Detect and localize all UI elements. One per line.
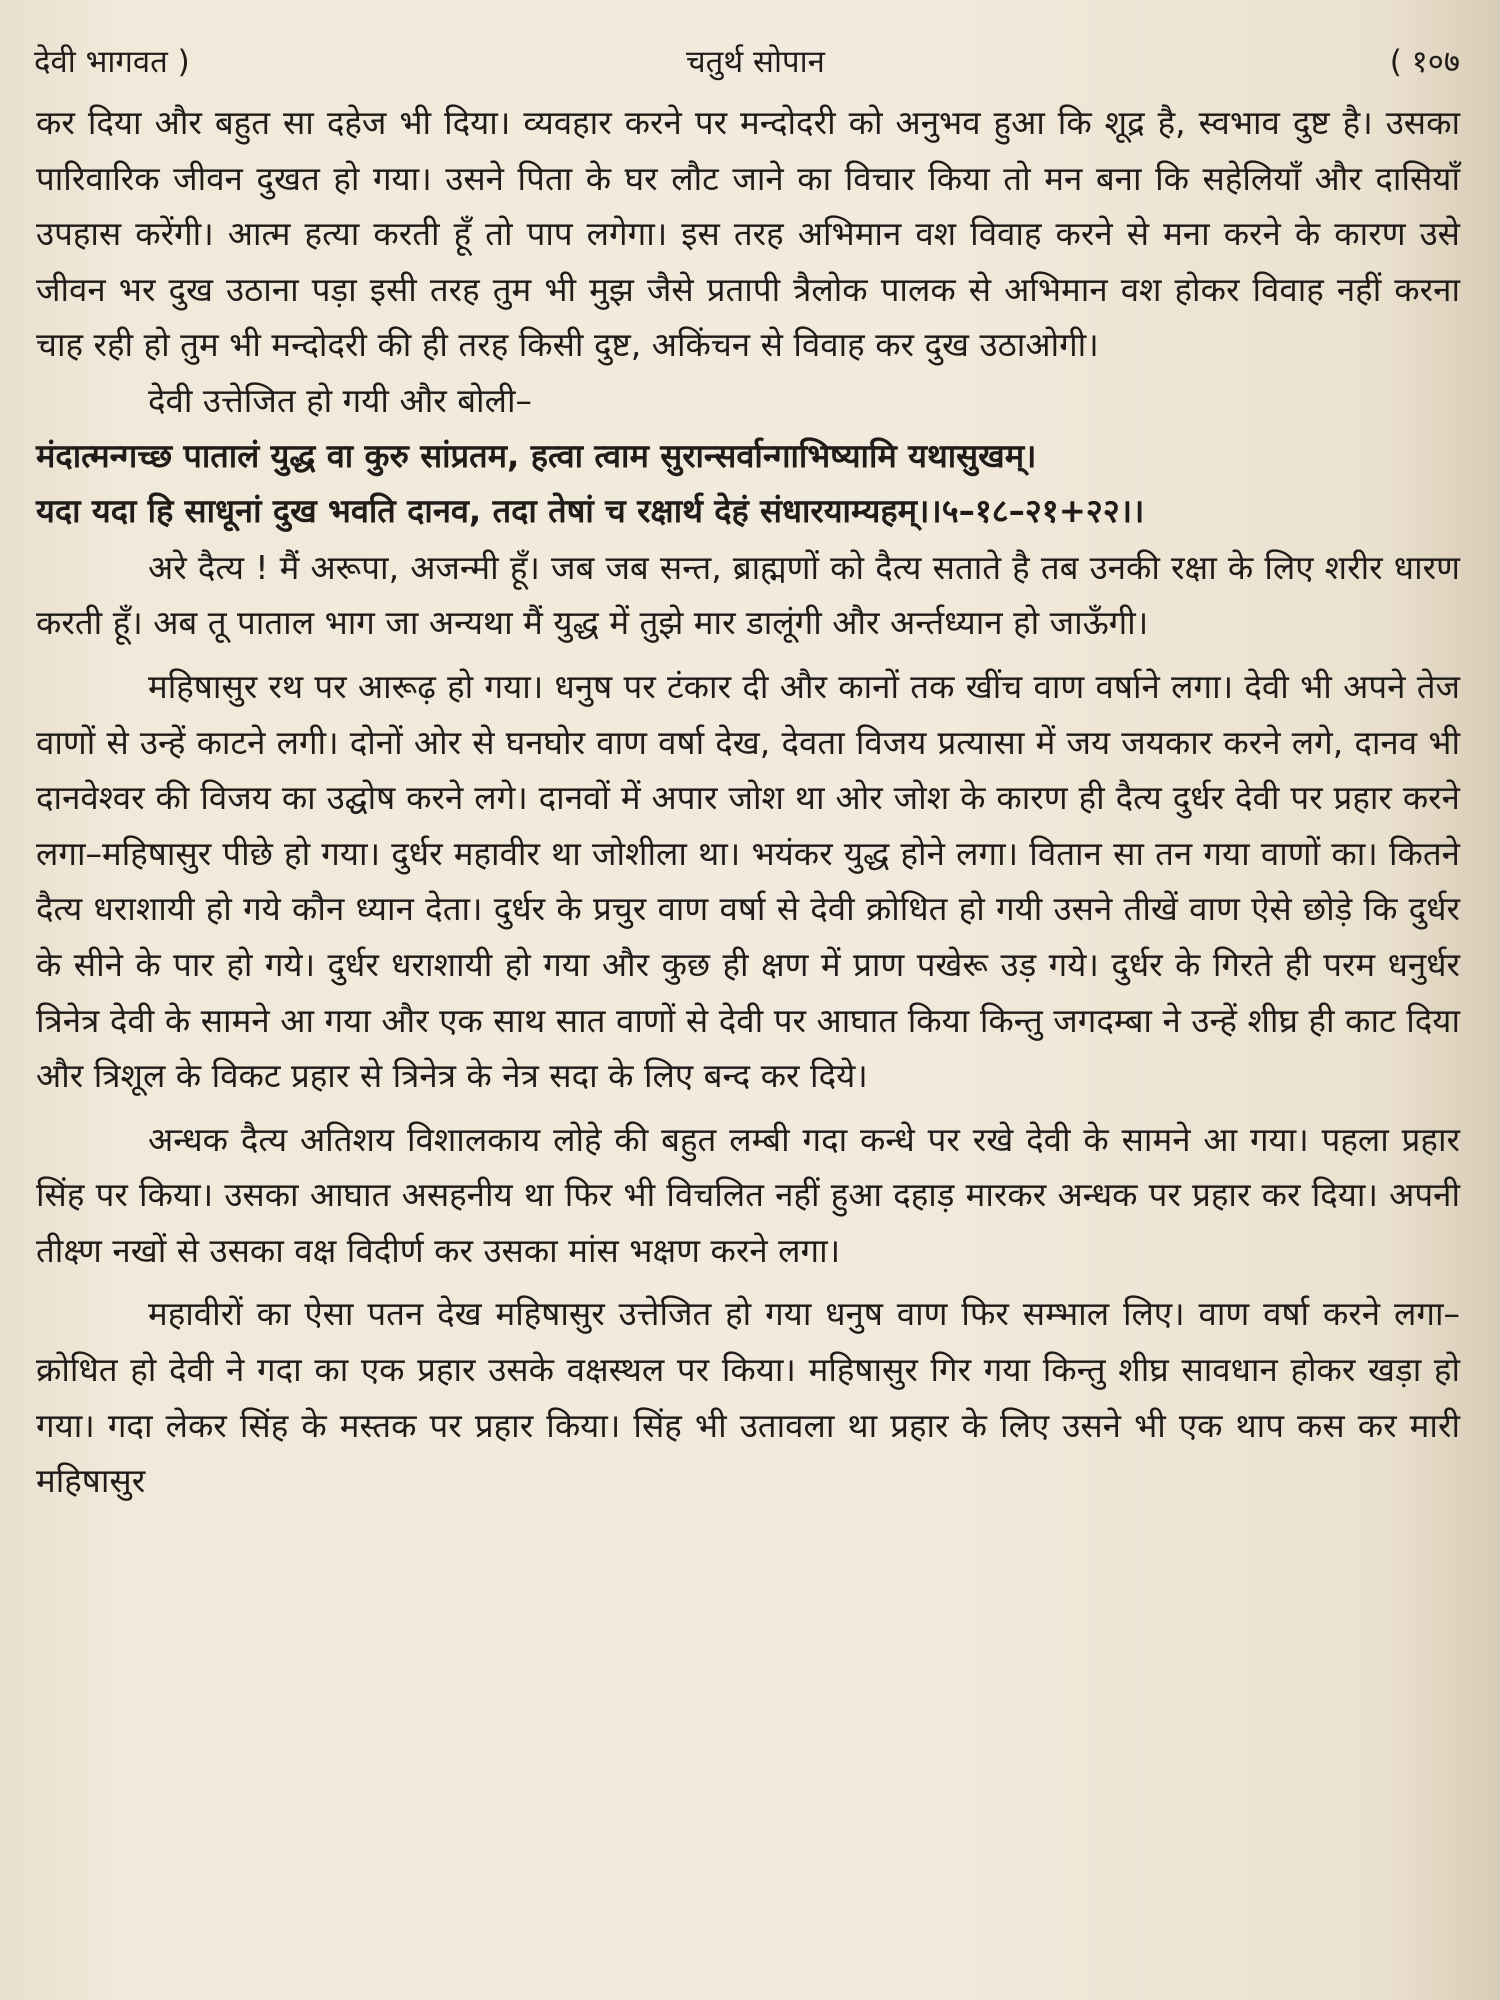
sanskrit-verse-line: यदा यदा हि साधूनां दुख भवति दानव, तदा तेषां च रक्षार्थ देहं संधारयाम्यहम्।।५–१८–२१+२२।। [36,492,1145,531]
sanskrit-verse-line: मंदात्मन्गच्छ पातालं युद्ध वा कुरु सांप्रतम, हत्वा त्वाम सुरान्सर्वान्गाभिष्यामि यथासुखम्। [36,436,1037,475]
page-number: ( १०७ [1389,44,1460,80]
page-body [36,95,1460,1509]
page-header [26,40,1460,88]
paragraph: अन्धक दैत्य अतिशय विशालकाय लोहे की बहुत लम्बी गदा कन्धे पर रखे देवी के सामने आ गया। पहला प्रहार सिंह पर किया। उसका आघात असहनीय था फिर भी विचलित नहीं हुआ दहाड़ मारकर अन्धक पर प्रहार कर दिया। अपनी तीक्ष्ण नखों से उसका वक्ष विदीर्ण कर उसका मांस भक्षण करने लगा। [36,1119,1460,1270]
paragraph: महिषासुर रथ पर आरूढ़ हो गया। धनुष पर टंकार दी और कानों तक खींच वाण वर्षाने लगा। देवी भी अपने तेज वाणों से उन्हें काटने लगी। दोनों ओर से घनघोर वाण वर्षा देख, देवता विजय प्रत्यासा में जय जयकार करने लगे, दानव भी दानवेश्वर की विजय का उद्घोष करने लगे। दानवों में अपार जोश था ओर जोश के कारण ही दैत्य दुर्धर देवी पर प्रहार करने लगा–महिषासुर पीछे हो गया। दुर्धर महावीर था जोशीला था। भयंकर युद्ध होने लगा। वितान सा तन गया वाणों का। कितने दैत्य धराशायी हो गये कौन ध्यान देता। दुर्धर के प्रचुर वाण वर्षा से देवी क्रोधित हो गयी उसने तीखें वाण ऐसे छोड़े कि दुर्धर के सीने के पार हो गये। दुर्धर धराशायी हो गया और कुछ ही क्षण में प्राण पखेरू उड़ गये। दुर्धर के गिरते ही परम धनुर्धर त्रिनेत्र देवी के सामने आ गया और एक साथ सात वाणों से देवी पर आघात किया किन्तु जगदम्बा ने उन्हें शीघ्र ही काट दिया और त्रिशूल के विकट प्रहार से त्रिनेत्र के नेत्र सदा के लिए बन्द कर दिये। [36,666,1460,1096]
paragraph: अरे दैत्य ! मैं अरूपा, अजन्मी हूँ। जब जब सन्त, ब्राह्मणों को दैत्य सताते है तब उनकी रक्षा के लिए शरीर धारण करती हूँ। अब तू पाताल भाग जा अन्यथा मैं युद्ध में तुझे मार डालूंगी और अर्न्तध्यान हो जाऊँगी। [36,547,1460,643]
paragraph: महावीरों का ऐसा पतन देख महिषासुर उत्तेजित हो गया धनुष वाण फिर सम्भाल लिए। वाण वर्षा करने लगा–क्रोधित हो देवी ने गदा का एक प्रहार उसके वक्षस्थल पर किया। महिषासुर गिर गया किन्तु शीघ्र सावधान होकर खड़ा हो गया। गदा लेकर सिंह के मस्तक पर प्रहार किया। सिंह भी उतावला था प्रहार के लिए उसने भी एक थाप कस कर मारी महिषासुर [36,1294,1460,1501]
paragraph: कर दिया और बहुत सा दहेज भी दिया। व्यवहार करने पर मन्दोदरी को अनुभव हुआ कि शूद्र है, स्वभाव दुष्ट है। उसका पारिवारिक जीवन दुखत हो गया। उसने पिता के घर लौट जाने का विचार किया तो मन बना कि सहेलियाँ और दासियाँ उपहास करेंगी। आत्म हत्या करती हूँ तो पाप लगेगा। इस तरह अभिमान वश विवाह करने से मना करने के कारण उसे जीवन भर दुख उठाना पड़ा इसी तरह तुम भी मुझ जैसे प्रतापी त्रैलोक पालक से अभिमान वश होकर विवाह नहीं करना चाह रही हो तुम भी मन्दोदरी की ही तरह किसी दुष्ट, अकिंचन से विवाह कर दुख उठाओगी। [36,103,1460,365]
paragraph: देवी उत्तेजित हो गयी और बोली– [148,380,532,420]
book-title: देवी भागवत ) [34,44,190,80]
chapter-title: चतुर्थ सोपान [686,44,825,80]
